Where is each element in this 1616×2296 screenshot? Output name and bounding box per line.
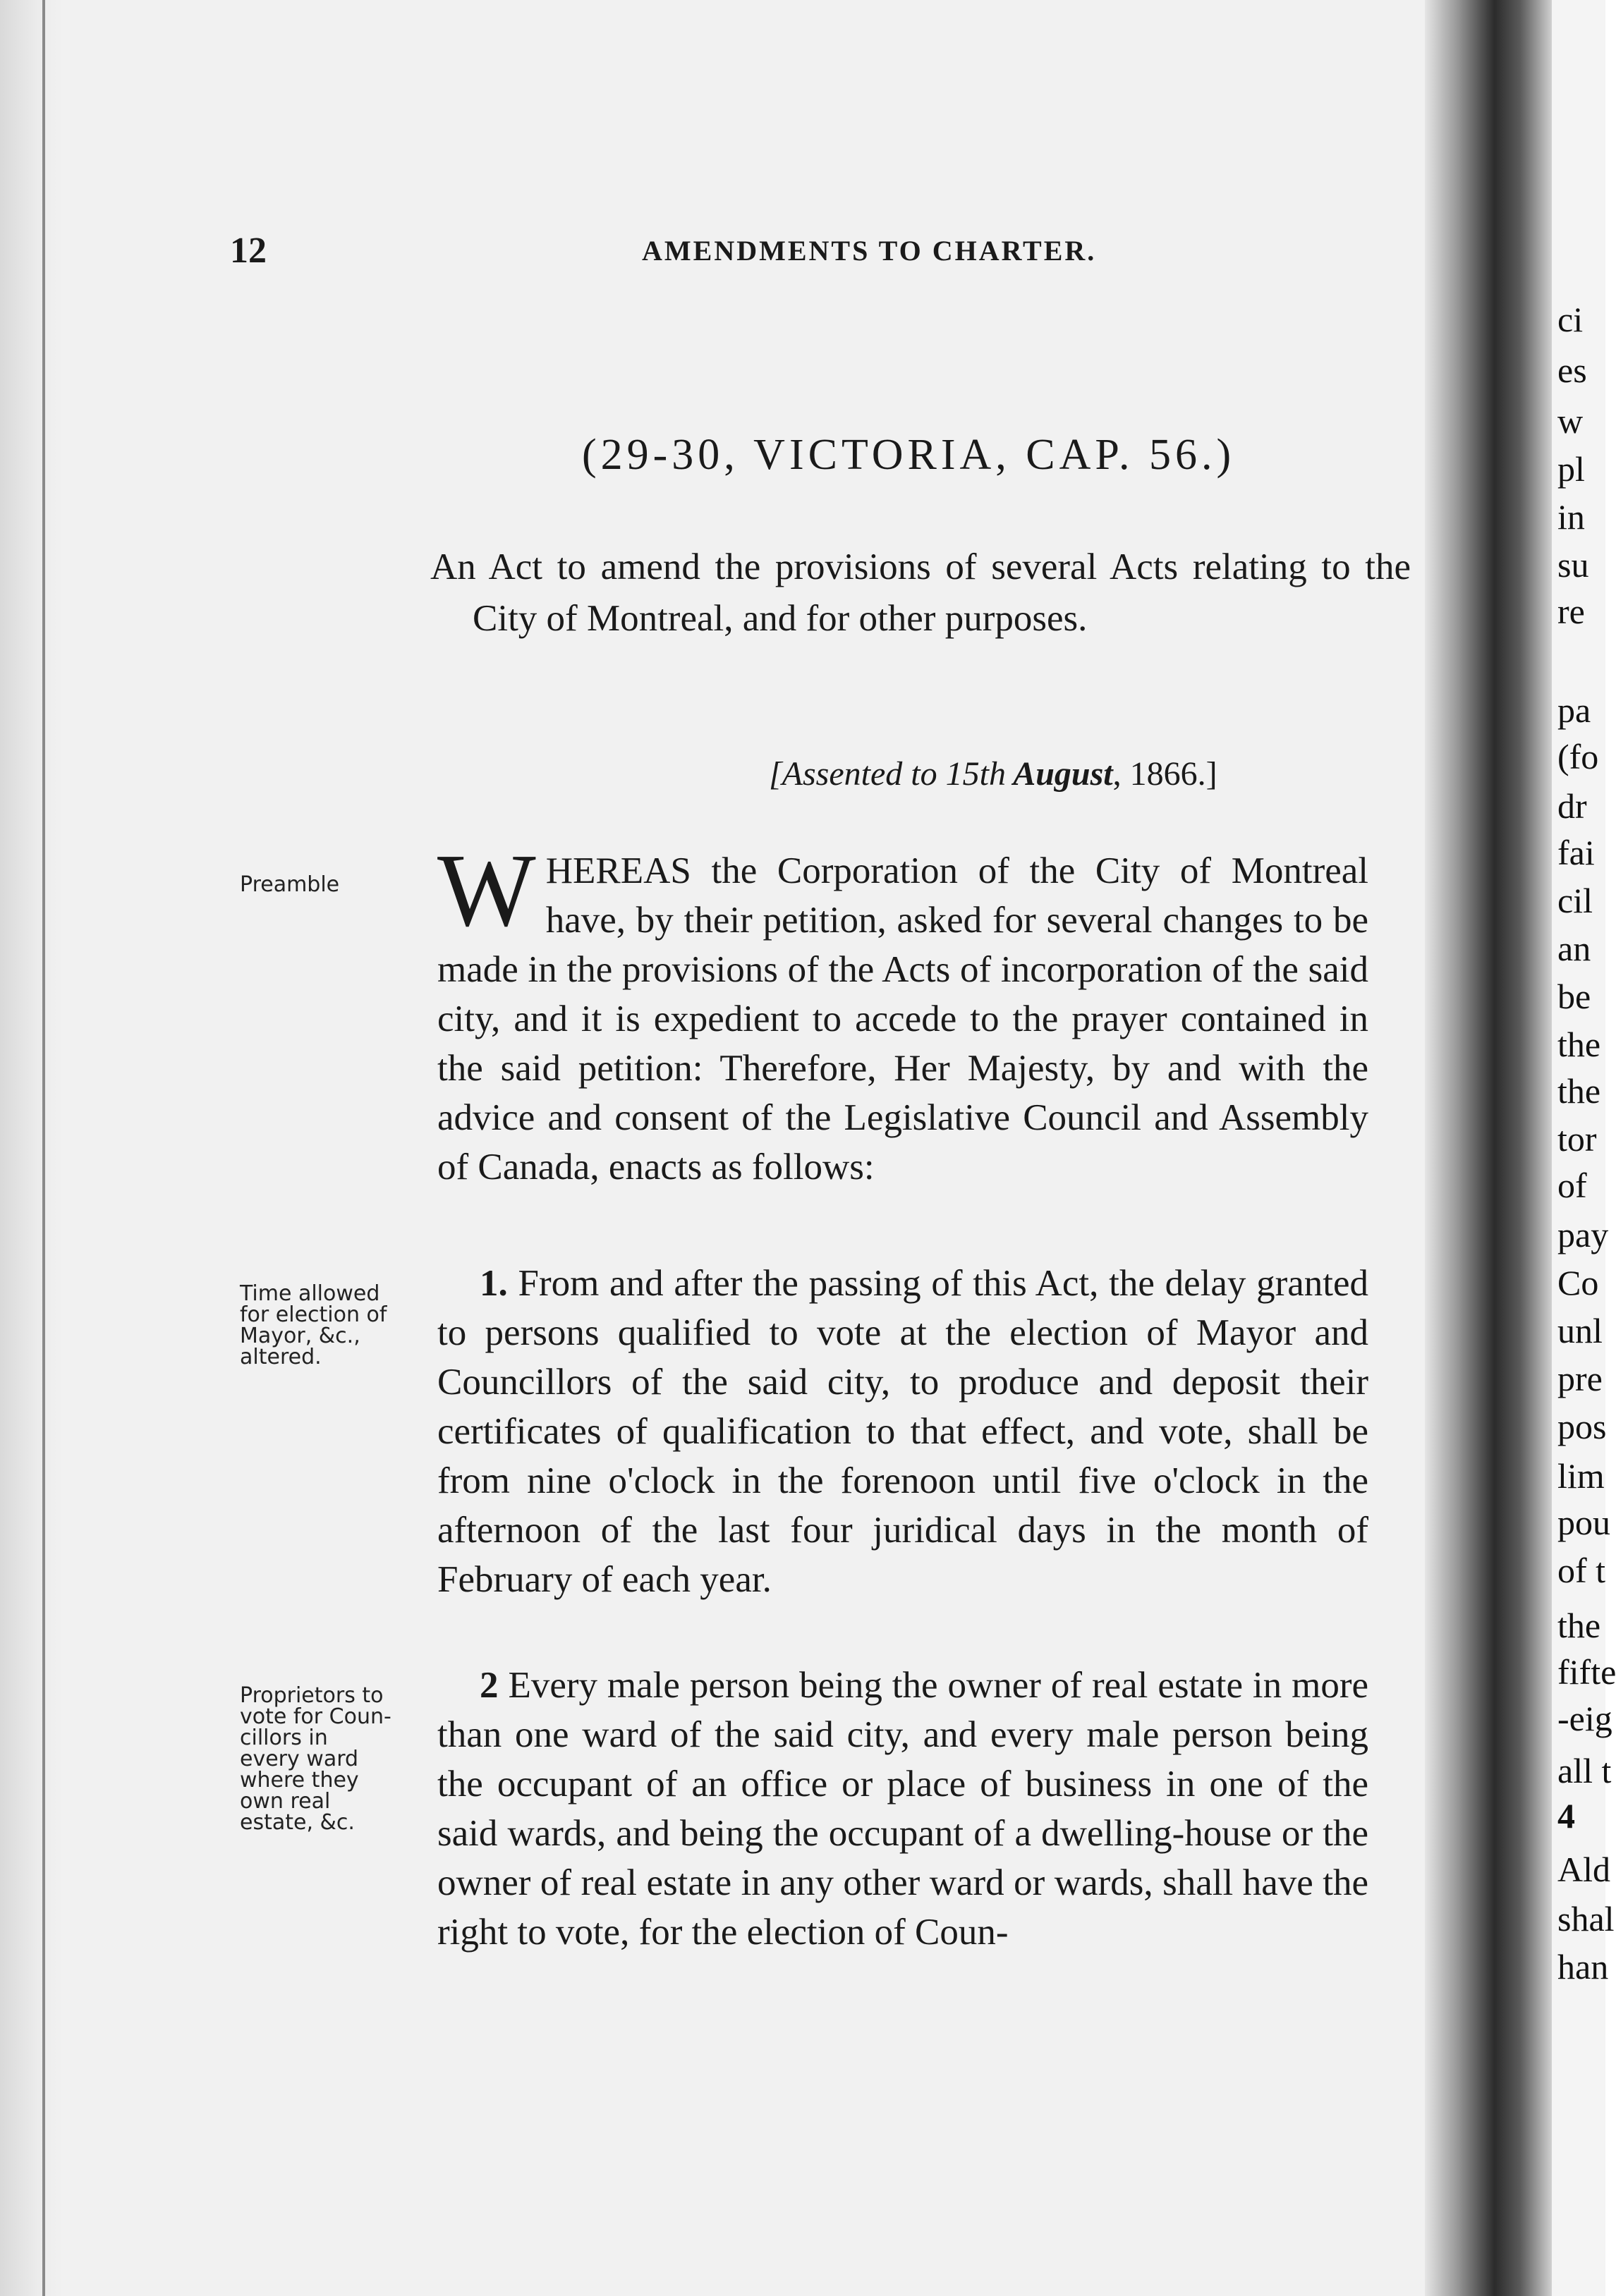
next-page-fragment: dr <box>1557 786 1587 826</box>
next-page-fragment: the <box>1557 1071 1601 1111</box>
next-page-fragment: cil <box>1557 881 1593 920</box>
margin-note-section-1: Time allowed for election of Mayor, &c., altered. <box>240 1281 387 1369</box>
assent-prefix: [Assented to <box>769 755 946 793</box>
preamble-dropcap: W <box>437 833 536 948</box>
next-page-fragment: (fo <box>1557 737 1599 776</box>
next-page-fragment: shal <box>1557 1899 1615 1938</box>
next-page-fragment: lim <box>1557 1456 1605 1496</box>
assent-day: 15th <box>945 755 1006 793</box>
book-gutter <box>1425 0 1552 2296</box>
preamble-text: HEREAS the Corporation of the City of Montreal have, by their petition, asked for several changes to be made in the provisions of the Acts of incorporation of the said city, and it is expedient to accede to the prayer contained in the said petition: Therefore, Her Majesty, by and with the advice and consent of the Legislative Council and Assembly of Canada, enacts as follows: <box>437 850 1368 1187</box>
next-page-fragment: fifte <box>1557 1652 1616 1692</box>
next-page-fragment: fai <box>1557 833 1595 872</box>
assent-year: , 1866.] <box>1112 755 1217 793</box>
next-page-fragment: of t <box>1557 1551 1606 1590</box>
next-page-fragment: the <box>1557 1025 1601 1064</box>
next-page-fragment: an <box>1557 929 1591 968</box>
section-1-number: 1. <box>480 1263 508 1304</box>
next-page-fragment: re <box>1557 592 1585 631</box>
next-page-fragment: su <box>1557 545 1589 585</box>
next-page-fragment: all t <box>1557 1751 1612 1790</box>
next-page-fragment: Co <box>1557 1263 1599 1302</box>
page-left-edge <box>0 0 63 2296</box>
act-title: An Act to amend the provisions of several Acts relating to the City of Montreal, and for other purposes. <box>430 546 1411 639</box>
next-page-fragment: pay <box>1557 1215 1609 1254</box>
next-page-fragment: pou <box>1557 1503 1610 1542</box>
margin-note-section-2: Proprietors to vote for Coun- cillors in every ward where they own real estate, &c. <box>240 1683 391 1835</box>
next-page-fragment: tor <box>1557 1119 1597 1159</box>
next-page-fragment: pa <box>1557 690 1591 730</box>
next-page-fragment: 4 <box>1557 1796 1575 1836</box>
section-1-paragraph <box>437 1259 1368 1604</box>
assent-line <box>769 755 1217 793</box>
running-head: AMENDMENTS TO CHARTER. <box>642 235 1097 267</box>
next-page-fragment: es <box>1557 350 1587 390</box>
page-number: 12 <box>230 231 267 271</box>
next-page-fragment: be <box>1557 977 1591 1016</box>
next-page-fragment: unl <box>1557 1311 1603 1350</box>
next-page-fragment: ci <box>1557 300 1584 339</box>
assent-month: August <box>1005 755 1113 793</box>
next-page-fragment: han <box>1557 1947 1609 1986</box>
section-2-text: Every male person being the owner of real estate in more than one ward of the said city, and every male person being the occupant of an office or place of business in one of the said wards, and being the occupant of a dwelling-house or the owner of real estate in any other ward or wards, shall have the right to vote, for the election of Coun- <box>437 1665 1368 1953</box>
section-2-number: 2 <box>480 1665 499 1706</box>
next-page-fragment: Ald <box>1557 1850 1610 1889</box>
section-1-text: From and after the passing of this Act, the delay granted to persons qualified to vote at the election of Mayor and Councillors of the said city, to produce and deposit their certificates of qualification to that effect, and vote, shall be from nine o'clock in the forenoon until five o'clock in the afternoon of the last four juridical days in the month of February of each year. <box>437 1263 1368 1600</box>
next-page-strip <box>1552 0 1616 2296</box>
next-page-fragment: -eig <box>1557 1699 1612 1738</box>
next-page-fragment: of <box>1557 1166 1587 1205</box>
next-page-fragment: pl <box>1557 449 1585 489</box>
section-2-paragraph <box>437 1661 1368 1957</box>
margin-note-preamble: Preamble <box>240 872 340 897</box>
next-page-fragment: pos <box>1557 1407 1607 1446</box>
next-page-fragment: the <box>1557 1606 1601 1645</box>
next-page-fragment: pre <box>1557 1359 1603 1398</box>
chapter-title: (29-30, VICTORIA, CAP. 56.) <box>582 431 1236 479</box>
next-page-fragment: w <box>1557 401 1584 441</box>
next-page-fragment: in <box>1557 497 1585 537</box>
page-edge-line <box>42 0 45 2296</box>
preamble-paragraph <box>437 833 1368 1192</box>
